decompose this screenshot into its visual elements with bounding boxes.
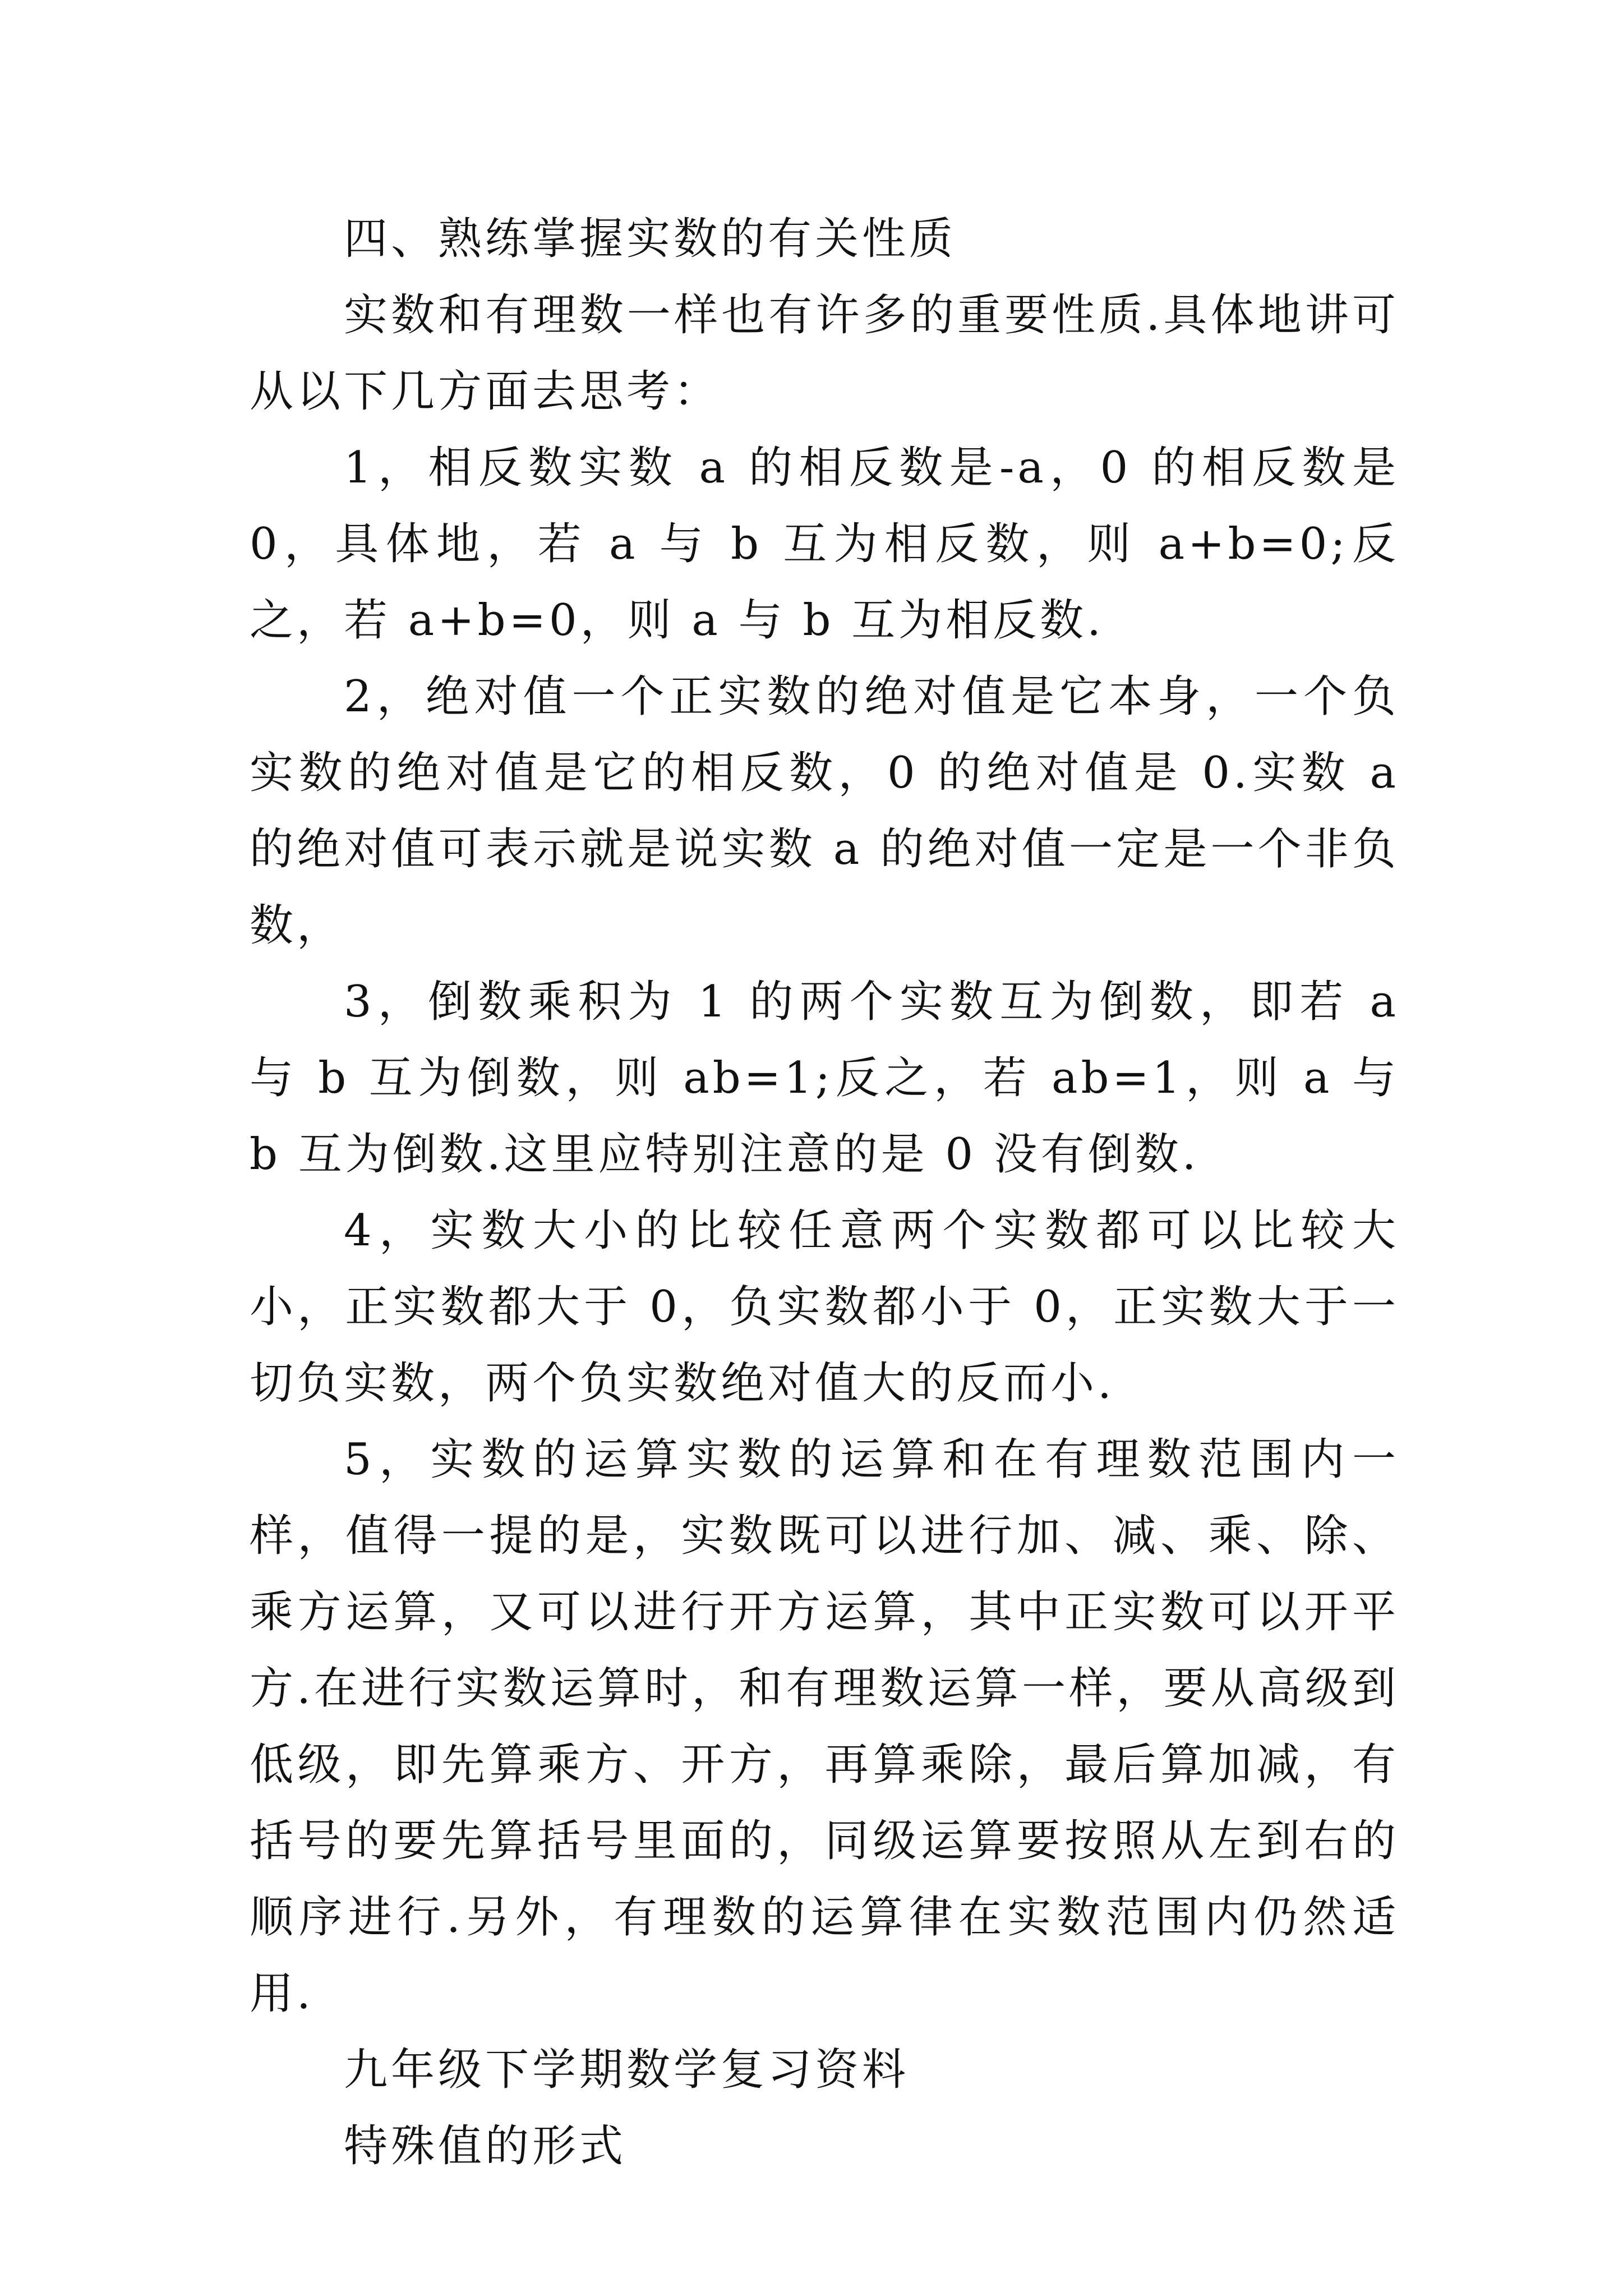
item-reciprocal: 3，倒数乘积为 1 的两个实数互为倒数，即若 a 与 b 互为倒数，则 ab=1;反之，若 ab=1，则 a 与 b 互为倒数.这里应特别注意的是 0 没有倒数. [250,977,1399,1180]
section-heading: 四、熟练掌握实数的有关性质 [344,214,957,264]
subsection-heading: 特殊值的形式 [344,2121,627,2171]
document-page [250,201,1399,2184]
item-comparison: 4，实数大小的比较任意两个实数都可以比较大小，正实数都大于 0，负实数都小于 0，正实数大于一切负实数，两个负实数绝对值大的反而小. [250,1205,1399,1409]
item-absolute-value: 2，绝对值一个正实数的绝对值是它本身，一个负实数的绝对值是它的相反数，0 的绝对值是 0.实数 a 的绝对值可表示就是说实数 a 的绝对值一定是一个非负数， [250,671,1399,951]
item-opposite-number: 1，相反数实数 a 的相反数是-a，0 的相反数是 0，具体地，若 a 与 b 互为相反数，则 a+b=0;反之，若 a+b=0，则 a 与 b 互为相反数. [250,443,1399,646]
subsection-title: 九年级下学期数学复习资料 [344,2045,910,2095]
intro-paragraph: 实数和有理数一样也有许多的重要性质.具体地讲可从以下几方面去思考： [250,290,1399,417]
item-operations: 5，实数的运算实数的运算和在有理数范围内一样，值得一提的是，实数既可以进行加、减、乘、除、乘方运算，又可以进行开方运算，其中正实数可以开平方.在进行实数运算时，和有理数运算一样，要从高级到低级，即先算乘方、开方，再算乘除，最后算加减，有括号的要先算括号里面的，同级运算要按照从左到右的顺序进行.另外，有理数的运算律在实数范围内仍然适用. [250,1434,1399,2019]
